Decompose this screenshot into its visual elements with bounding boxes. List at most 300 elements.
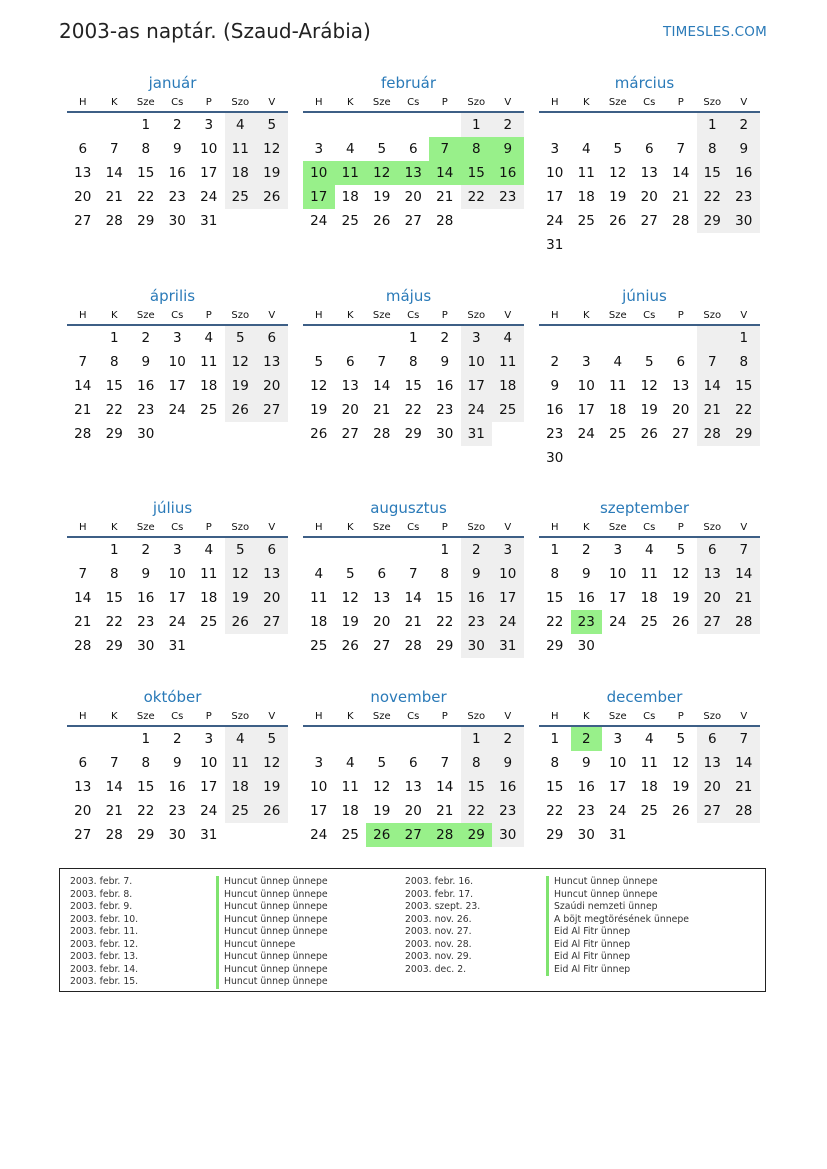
day-cell: 28 [74,426,92,442]
day-cell: 26 [225,610,257,634]
day-cell: 20 [404,803,422,819]
day-cell: 12 [225,350,257,374]
day-cell: 1 [141,731,151,747]
day-cell: 1 [461,727,493,751]
month-augusztus [295,497,517,658]
day-cell: 17 [609,779,627,795]
empty-cell [225,823,257,847]
legend-date: 2003. nov. 27. [405,926,472,937]
month-name: december [606,688,683,706]
day-cell: 11 [200,354,218,370]
day-cell: 20 [256,374,288,398]
day-cell: 15 [461,775,493,799]
day-cell: 23 [728,185,760,209]
day-cell: 2 [492,113,524,137]
day-cell: 3 [461,326,493,350]
day-grid [539,113,760,257]
weekday-header [303,708,524,727]
day-cell: 12 [672,755,690,771]
day-cell: 3 [172,330,182,346]
day-cell: 21 [728,586,760,610]
day-cell: 21 [404,614,422,630]
day-cell: 1 [697,113,729,137]
day-cell: 29 [137,827,155,843]
day-cell: 24 [546,213,564,229]
month-name: március [614,74,675,92]
month-április [59,285,281,446]
weekday-label: H [314,522,323,533]
day-cell: 17 [168,378,186,394]
empty-cell [634,233,666,257]
day-cell: 17 [200,779,218,795]
day-cell: 22 [436,614,454,630]
day-cell: 19 [341,614,359,630]
day-cell: 12 [225,562,257,586]
day-cell: 31 [200,213,218,229]
day-cell: 17 [492,586,524,610]
day-cell: 22 [697,185,729,209]
day-cell: 30 [436,426,454,442]
empty-cell [602,233,634,257]
day-cell: 16 [492,775,524,799]
month-július [59,497,281,658]
empty-cell [728,233,760,257]
day-cell: 10 [461,350,493,374]
day-cell: 4 [225,727,257,751]
day-cell: 14 [74,590,92,606]
day-cell: 19 [640,402,658,418]
day-cell: 4 [581,141,591,157]
legend-date: 2003. febr. 14. [70,963,139,975]
day-cell: 4 [345,141,355,157]
day-cell: 9 [461,562,493,586]
empty-cell [634,634,666,658]
weekday-label: P [441,97,448,108]
weekday-label: Szo [703,522,722,533]
weekday-header [303,519,524,538]
legend-holiday-name: Huncut ünnep ünnepe [216,964,328,977]
weekday-label: H [78,97,87,108]
empty-cell [728,823,760,847]
empty-cell [398,538,430,562]
legend-holiday-name: Huncut ünnep ünnepe [216,914,328,927]
weekday-label: V [268,711,276,722]
weekday-label: P [205,97,212,108]
weekday-label: Sze [136,310,155,321]
day-grid [539,727,760,847]
weekday-label: K [110,711,118,722]
empty-cell [225,209,257,233]
holiday-day-cell: 26 [366,823,398,847]
day-cell: 23 [436,402,454,418]
day-cell: 27 [404,213,422,229]
day-cell: 10 [577,378,595,394]
day-cell: 28 [728,799,760,823]
day-cell: 26 [609,213,627,229]
day-cell: 6 [408,755,418,771]
empty-cell [303,538,335,562]
day-cell: 14 [105,779,123,795]
day-cell: 26 [256,799,288,823]
weekday-label: H [78,522,87,533]
day-cell: 6 [676,354,686,370]
day-cell: 30 [137,426,155,442]
day-cell: 9 [172,141,182,157]
day-cell: 29 [137,213,155,229]
legend-holiday-name: Huncut ünnep ünnepe [216,889,328,902]
empty-cell [429,727,461,751]
weekday-label: Sze [608,522,627,533]
weekday-label: V [504,97,512,108]
legend-names-col-2 [546,876,689,976]
day-cell: 4 [613,354,623,370]
day-cell: 8 [550,566,560,582]
holiday-day-cell: 11 [335,161,367,185]
weekday-label: H [550,711,559,722]
weekday-label: Szo [467,711,486,722]
day-cell: 4 [225,113,257,137]
day-cell: 25 [200,402,218,418]
day-cell: 7 [676,141,686,157]
day-cell: 27 [697,610,729,634]
day-cell: 25 [577,213,595,229]
empty-cell [665,326,697,350]
day-cell: 30 [577,638,595,654]
weekday-label: Szo [467,97,486,108]
weekday-label: P [677,522,684,533]
weekday-label: Cs [171,522,184,533]
day-cell: 18 [200,590,218,606]
empty-cell [602,634,634,658]
day-cell: 18 [609,402,627,418]
day-cell: 26 [672,803,690,819]
day-cell: 21 [105,189,123,205]
day-cell: 31 [609,827,627,843]
weekday-label: H [78,310,87,321]
empty-cell [665,233,697,257]
day-cell: 29 [546,827,564,843]
weekday-label: Sze [136,711,155,722]
day-cell: 5 [377,755,387,771]
day-cell: 2 [172,731,182,747]
holiday-day-cell: 27 [398,823,430,847]
day-cell: 19 [256,775,288,799]
day-cell: 23 [137,614,155,630]
legend-date: 2003. febr. 9. [70,901,133,912]
day-cell: 13 [373,590,391,606]
empty-cell [335,727,367,751]
day-cell: 29 [546,638,564,654]
day-cell: 19 [225,586,257,610]
empty-cell [697,823,729,847]
weekday-label: K [110,522,118,533]
empty-cell [492,422,524,446]
weekday-header [539,94,760,113]
day-cell: 12 [373,779,391,795]
day-cell: 28 [105,827,123,843]
legend-date: 2003. febr. 11. [70,926,139,937]
weekday-header [67,307,288,326]
day-cell: 16 [461,586,493,610]
day-cell: 29 [105,638,123,654]
day-cell: 27 [640,213,658,229]
weekday-label: Cs [407,310,420,321]
day-cell: 5 [345,566,355,582]
day-cell: 17 [200,165,218,181]
day-cell: 6 [377,566,387,582]
day-cell: 25 [310,638,328,654]
day-cell: 15 [436,590,454,606]
weekday-label: K [582,310,590,321]
day-cell: 20 [404,189,422,205]
holiday-day-cell: 15 [461,161,493,185]
day-cell: 29 [697,209,729,233]
day-cell: 25 [640,803,658,819]
empty-cell [225,634,257,658]
weekday-label: V [504,522,512,533]
weekday-label: H [550,97,559,108]
day-cell: 2 [440,330,450,346]
day-cell: 31 [168,638,186,654]
empty-cell [366,113,398,137]
weekday-label: Sze [136,522,155,533]
day-cell: 20 [640,189,658,205]
empty-cell [697,446,729,470]
legend-holiday-name: Huncut ünnep ünnepe [216,876,328,889]
legend-holiday-name: Huncut ünnep ünnepe [216,926,328,939]
empty-cell [665,823,697,847]
day-cell: 11 [225,751,257,775]
day-cell: 1 [550,731,560,747]
day-cell: 23 [546,426,564,442]
day-cell: 3 [172,542,182,558]
day-cell: 25 [492,398,524,422]
weekday-label: K [346,310,354,321]
day-cell: 27 [256,398,288,422]
weekday-label: K [110,97,118,108]
day-cell: 14 [404,590,422,606]
legend-date: 2003. nov. 26. [405,913,472,925]
holiday-legend [59,868,766,992]
day-cell: 5 [676,731,686,747]
empty-cell [193,422,225,446]
day-cell: 30 [728,209,760,233]
day-cell: 21 [697,398,729,422]
empty-cell [697,326,729,350]
day-cell: 4 [204,330,214,346]
day-cell: 23 [168,189,186,205]
holiday-day-cell: 16 [492,161,524,185]
empty-cell [602,446,634,470]
day-cell: 30 [577,827,595,843]
day-cell: 20 [373,614,391,630]
weekday-label: H [550,310,559,321]
weekday-label: Sze [608,310,627,321]
day-cell: 10 [609,566,627,582]
day-cell: 25 [640,614,658,630]
empty-cell [303,113,335,137]
empty-cell [665,113,697,137]
day-cell: 16 [137,590,155,606]
day-cell: 28 [74,638,92,654]
weekday-label: Szo [231,310,250,321]
legend-date: 2003. szept. 23. [405,901,481,912]
day-cell: 25 [225,185,257,209]
day-cell: 15 [105,590,123,606]
day-cell: 19 [373,189,391,205]
holiday-day-cell: 9 [492,137,524,161]
day-cell: 28 [105,213,123,229]
day-cell: 8 [697,137,729,161]
day-cell: 26 [225,398,257,422]
empty-cell [366,538,398,562]
day-cell: 20 [697,586,729,610]
day-cell: 15 [137,165,155,181]
holiday-day-cell: 29 [461,823,493,847]
day-cell: 5 [256,727,288,751]
legend-holiday-name: Huncut ünnep ünnepe [216,976,328,989]
day-cell: 30 [168,213,186,229]
day-cell: 14 [105,165,123,181]
holiday-day-cell: 14 [429,161,461,185]
day-cell: 5 [225,538,257,562]
empty-cell [256,422,288,446]
empty-cell [571,326,603,350]
day-cell: 20 [341,402,359,418]
month-name: február [380,74,437,92]
day-cell: 5 [314,354,324,370]
weekday-label: V [740,310,748,321]
day-cell: 25 [225,799,257,823]
weekday-label: Cs [407,522,420,533]
day-cell: 7 [109,141,119,157]
weekday-header [303,307,524,326]
day-cell: 4 [345,755,355,771]
day-cell: 20 [74,803,92,819]
weekday-label: Cs [171,310,184,321]
day-cell: 2 [461,538,493,562]
empty-cell [67,727,99,751]
day-cell: 17 [609,590,627,606]
day-cell: 10 [168,354,186,370]
day-cell: 5 [676,542,686,558]
day-cell: 21 [436,803,454,819]
legend-holiday-name: Eid Al Fitr ünnep [546,939,689,952]
day-grid [539,326,760,470]
empty-cell [665,634,697,658]
day-cell: 2 [492,727,524,751]
day-grid [67,538,288,658]
month-február [295,72,517,233]
day-cell: 9 [440,354,450,370]
day-cell: 27 [74,827,92,843]
legend-date: 2003. nov. 29. [405,951,472,962]
weekday-label: V [740,97,748,108]
day-cell: 18 [225,161,257,185]
day-cell: 8 [440,566,450,582]
legend-holiday-name: Eid Al Fitr ünnep [546,964,689,977]
day-cell: 10 [492,562,524,586]
day-cell: 3 [314,755,324,771]
weekday-label: P [205,522,212,533]
day-cell: 14 [373,378,391,394]
day-cell: 25 [200,614,218,630]
day-cell: 27 [256,610,288,634]
day-cell: 20 [672,402,690,418]
day-cell: 2 [728,113,760,137]
day-cell: 3 [581,354,591,370]
empty-cell [429,113,461,137]
day-cell: 11 [492,350,524,374]
weekday-label: K [582,522,590,533]
legend-date: 2003. febr. 16. [405,876,474,887]
weekday-label: Sze [608,97,627,108]
day-cell: 26 [310,426,328,442]
day-cell: 17 [577,402,595,418]
day-grid [539,538,760,658]
day-cell: 28 [436,213,454,229]
day-cell: 18 [640,590,658,606]
legend-date: 2003. febr. 13. [70,951,139,962]
day-cell: 7 [109,755,119,771]
month-name: október [143,688,202,706]
day-cell: 24 [168,614,186,630]
day-cell: 3 [613,731,623,747]
weekday-label: P [677,97,684,108]
day-cell: 7 [440,755,450,771]
month-május [295,285,517,446]
day-cell: 15 [546,779,564,795]
day-cell: 23 [168,803,186,819]
month-name: április [149,287,196,305]
weekday-label: V [740,522,748,533]
day-cell: 1 [109,330,119,346]
day-cell: 8 [550,755,560,771]
day-cell: 22 [728,398,760,422]
day-cell: 14 [728,751,760,775]
brand-link[interactable]: TIMESLES.COM [663,24,767,40]
month-name: június [622,287,667,305]
empty-cell [539,326,571,350]
day-cell: 29 [728,422,760,446]
legend-holiday-name: Szaúdi nemzeti ünnep [546,901,689,914]
day-cell: 19 [609,189,627,205]
empty-cell [366,326,398,350]
day-cell: 20 [256,586,288,610]
weekday-label: Cs [407,711,420,722]
day-cell: 24 [310,827,328,843]
weekday-label: H [550,522,559,533]
empty-cell [634,326,666,350]
day-cell: 21 [436,189,454,205]
day-cell: 13 [404,779,422,795]
day-cell: 27 [697,799,729,823]
weekday-label: Szo [703,310,722,321]
day-cell: 6 [256,326,288,350]
legend-dates-col-1 [70,876,138,989]
empty-cell [728,634,760,658]
day-cell: 29 [404,426,422,442]
day-cell: 25 [341,827,359,843]
weekday-header [303,94,524,113]
day-cell: 30 [492,823,524,847]
day-cell: 3 [314,141,324,157]
day-cell: 31 [546,237,564,253]
empty-cell [602,113,634,137]
day-cell: 7 [78,566,88,582]
empty-cell [634,446,666,470]
day-cell: 21 [74,402,92,418]
